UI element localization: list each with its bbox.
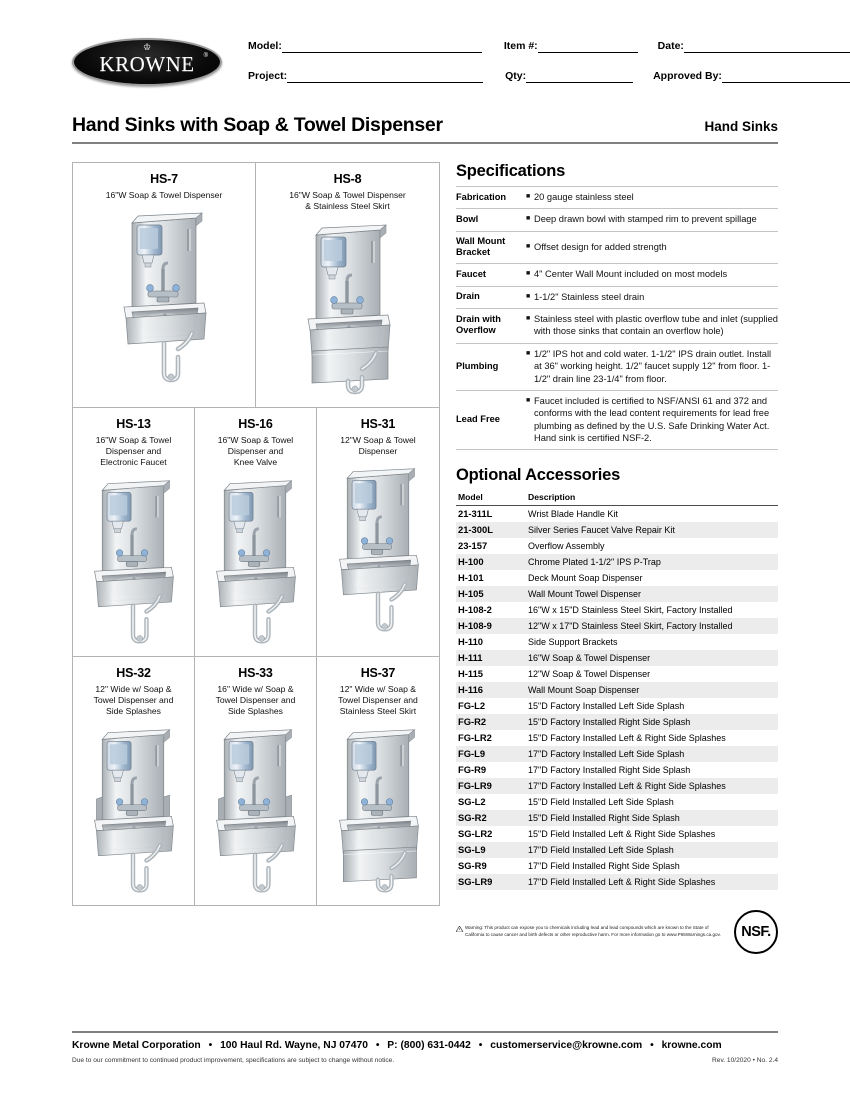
accessory-row[interactable]	[456, 826, 778, 842]
spec-row	[456, 390, 778, 449]
accessory-description: Chrome Plated 1-1/2" IPS P-Trap	[528, 554, 778, 570]
product-model: HS-31	[360, 416, 396, 431]
accessory-model: SG-LR9	[456, 874, 528, 890]
accessory-description: 15"D Field Installed Left Side Splash	[528, 797, 674, 808]
product-illustration	[201, 475, 309, 650]
accessory-description: 15"D Factory Installed Left & Right Side Splashes	[528, 733, 726, 744]
accessory-description: 17"D Factory Installed Right Side Splash	[528, 765, 691, 776]
field-date-input[interactable]	[684, 42, 850, 53]
product-image	[201, 475, 309, 650]
footer-website[interactable]: krowne.com	[661, 1040, 722, 1051]
accessory-model: FG-LR9	[456, 778, 528, 794]
spec-value: ■ 4" Center Wall Mount included on most models	[526, 269, 728, 280]
field-project[interactable]	[248, 70, 483, 83]
footer-divider	[72, 1031, 778, 1033]
footer-sep: •	[208, 1040, 213, 1051]
footer-contact-line	[72, 1040, 778, 1051]
product-grid-row-3	[73, 657, 439, 905]
prop65-warning	[456, 925, 734, 939]
product-description: 16"W Soap & Towel Dispenser & Stainless Steel Skirt	[289, 190, 406, 212]
product-model: HS-37	[360, 665, 396, 680]
accessory-model: FG-LR2	[458, 731, 492, 743]
product-illustration	[201, 724, 309, 899]
spec-row	[456, 309, 778, 344]
accessory-description: Wall Mount Towel Dispenser	[528, 586, 778, 602]
product-model: HS-13	[116, 416, 151, 431]
field-qty[interactable]	[505, 70, 633, 83]
accessory-description: 16"W x 15"D Stainless Steel Skirt, Factory Installed	[528, 605, 733, 616]
footer-phone[interactable]: P: (800) 631-0442	[387, 1040, 471, 1051]
accessory-description: 16"W Soap & Towel Dispenser	[528, 650, 778, 666]
product-cell-hs-33[interactable]	[195, 657, 317, 905]
product-image	[79, 475, 187, 650]
specifications-table	[456, 186, 778, 450]
field-project-input[interactable]	[287, 72, 483, 83]
spec-row	[456, 187, 778, 209]
accessory-row[interactable]	[456, 554, 778, 570]
bullet-icon: ■	[526, 349, 531, 357]
bullet-icon: ■	[526, 396, 531, 404]
product-cell-hs-32[interactable]	[73, 657, 195, 905]
bullet-icon: ■	[526, 215, 531, 223]
accessories-col-description: Description	[528, 490, 778, 506]
accessory-model: H-111	[456, 650, 528, 666]
accessories-header-row	[456, 490, 778, 506]
product-description: 16"W Soap & Towel Dispenser	[105, 190, 223, 200]
bullet-icon: ■	[526, 242, 531, 250]
footer-sep: •	[375, 1040, 380, 1051]
accessory-model: FG-L2	[458, 699, 486, 711]
spec-label: Bowl	[456, 213, 479, 224]
spec-row	[456, 286, 778, 308]
footer-address: 100 Haul Rd. Wayne, NJ 07470	[220, 1040, 368, 1051]
spec-label: Faucet	[456, 268, 486, 279]
product-description: 16" Wide w/ Soap & Towel Dispenser and Side Splashes	[215, 683, 296, 717]
accessory-description: Wall Mount Soap Dispenser	[528, 682, 778, 698]
accessory-row[interactable]	[456, 698, 778, 714]
footer-email[interactable]: customerservice@krowne.com	[490, 1040, 643, 1051]
product-image	[79, 724, 187, 899]
accessory-description: 17"D Field Installed Left & Right Side Splashes	[528, 874, 778, 890]
page-title: Hand Sinks with Soap & Towel Dispenser	[72, 114, 443, 136]
product-cell-hs-8[interactable]	[256, 163, 439, 407]
page-title-bar	[72, 114, 778, 144]
spec-value: ■ Offset design for added strength	[526, 241, 667, 252]
field-model-label: Model:	[248, 40, 282, 52]
accessory-description: 12"W Soap & Towel Dispenser	[528, 669, 651, 680]
warning-row	[456, 910, 778, 954]
field-item-number-label: Item #:	[503, 40, 538, 52]
accessory-row[interactable]	[456, 666, 778, 682]
form-fields	[230, 34, 850, 100]
footer-sub-line	[72, 1057, 778, 1064]
logo-text: KROWNE	[99, 52, 195, 76]
spec-value: ■ 20 gauge stainless steel	[526, 192, 634, 202]
product-illustration	[79, 724, 187, 899]
accessory-model: SG-L9	[456, 842, 528, 858]
product-grid	[72, 162, 440, 906]
spec-row	[456, 231, 778, 264]
brand-logo	[72, 34, 230, 86]
accessory-model: FG-R9	[458, 763, 487, 775]
spec-label: Lead Free	[456, 413, 500, 424]
accessory-row[interactable]	[456, 602, 778, 618]
accessory-description: 17"D Field Installed Left Side Splash	[528, 842, 778, 858]
product-illustration	[324, 463, 432, 638]
accessory-row[interactable]	[456, 842, 778, 858]
accessory-row[interactable]	[456, 794, 778, 810]
accessory-row[interactable]	[456, 762, 778, 778]
accessory-model: H-105	[456, 586, 528, 602]
product-cell-hs-7[interactable]	[73, 163, 256, 407]
product-cell-hs-16[interactable]	[195, 408, 317, 656]
field-model-input[interactable]	[282, 42, 482, 53]
bullet-icon: ■	[526, 315, 531, 323]
product-illustration	[294, 219, 402, 401]
warning-triangle-icon	[456, 925, 465, 939]
accessory-model: H-110	[458, 635, 484, 647]
product-model: HS-33	[238, 665, 273, 680]
product-illustration	[110, 207, 218, 389]
accessories-col-model: Model	[456, 490, 528, 506]
product-model: HS-32	[116, 665, 151, 680]
form-row-2	[248, 70, 850, 83]
product-description: 16"W Soap & Towel Dispenser and Electronic Faucet	[95, 434, 172, 468]
accessory-model: H-116	[456, 682, 528, 698]
field-approved-by-input[interactable]	[722, 72, 850, 83]
spec-value: ■ Stainless steel with plastic overflow tube and inlet (supplied with those sinks that contain an overflow hole)	[526, 314, 778, 337]
accessory-model: H-108-2	[458, 603, 492, 615]
product-description: 16"W Soap & Towel Dispenser and Knee Valve	[217, 434, 294, 468]
form-row-1	[248, 40, 850, 53]
accessory-model: FG-L9	[456, 746, 528, 762]
bullet-icon: ■	[526, 193, 531, 200]
spec-value: ■ 1-1/2" Stainless steel drain	[526, 291, 645, 302]
accessory-description: 17"D Factory Installed Left Side Splash	[528, 746, 778, 762]
product-description: 12" Wide w/ Soap & Towel Dispenser and Stainless Steel Skirt	[338, 683, 418, 717]
accessory-row[interactable]	[456, 714, 778, 730]
product-illustration	[79, 475, 187, 650]
accessory-description: Deck Mount Soap Dispenser	[528, 573, 643, 584]
accessory-model: 21-311L	[458, 507, 493, 519]
spec-label: Drain	[456, 291, 480, 302]
accessory-description: Silver Series Faucet Valve Repair Kit	[528, 522, 778, 538]
spec-row	[456, 209, 778, 231]
field-qty-label: Qty:	[505, 70, 527, 82]
accessory-row[interactable]	[456, 618, 778, 634]
footer-sep: •	[650, 1040, 654, 1051]
spec-value: ■ Faucet included is certified to NSF/ANSI 61 and 372 and conforms with the lead content requirements for lead free plumbing as defined by the U.S. Safe Drinking Water Act. Hand sink is certified NSF-2.	[526, 395, 770, 443]
crown-icon: ♔	[142, 42, 152, 52]
field-item-number[interactable]	[504, 40, 638, 53]
accessory-row[interactable]	[456, 730, 778, 746]
accessory-model: FG-R2	[456, 714, 528, 730]
product-description: 12" Wide w/ Soap & Towel Dispenser and Side Splashes	[93, 683, 174, 717]
accessory-row[interactable]	[456, 586, 778, 602]
accessories-section	[456, 466, 778, 890]
footer-sep: •	[478, 1040, 483, 1051]
accessory-description: 12"W x 17"D Stainless Steel Skirt, Factory Installed	[528, 618, 778, 634]
product-image	[201, 724, 309, 899]
accessory-description: Wrist Blade Handle Kit	[528, 509, 618, 520]
field-item-number-input[interactable]	[538, 42, 638, 53]
spec-label: Fabrication	[456, 191, 507, 202]
spec-label: Drain with Overflow	[456, 314, 501, 336]
page-category: Hand Sinks	[704, 119, 778, 134]
accessory-model: H-108-9	[456, 618, 528, 634]
field-qty-input[interactable]	[526, 72, 633, 83]
spec-row	[456, 264, 778, 286]
logo-oval	[72, 38, 222, 86]
footer-revision: Rev. 10/2020 • No. 2.4	[712, 1057, 778, 1064]
accessory-description: 15"D Factory Installed Right Side Splash	[528, 714, 778, 730]
nsf-badge-text: NSF.	[741, 924, 771, 941]
product-model: HS-16	[238, 416, 273, 431]
product-cell-hs-37[interactable]	[317, 657, 439, 905]
field-date-label: Date:	[657, 40, 684, 52]
accessory-description: Side Support Brackets	[528, 637, 618, 648]
accessory-description: 15"D Field Installed Left & Right Side Splashes	[528, 829, 716, 840]
accessory-description: Overflow Assembly	[528, 541, 605, 552]
accessory-row[interactable]	[456, 570, 778, 586]
field-date[interactable]	[658, 40, 850, 53]
page-footer	[72, 1031, 778, 1064]
accessory-description: 15"D Field Installed Right Side Splash	[528, 810, 778, 826]
spec-row	[456, 343, 778, 390]
spec-label: Plumbing	[456, 360, 499, 371]
accessory-row[interactable]	[456, 634, 778, 650]
accessory-row[interactable]	[456, 538, 778, 554]
accessory-model: SG-L2	[458, 795, 486, 807]
field-project-label: Project:	[248, 70, 288, 82]
accessory-description: 17"D Field Installed Right Side Splash	[528, 861, 680, 872]
footer-company: Krowne Metal Corporation	[72, 1040, 201, 1051]
spec-value: ■ 1/2" IPS hot and cold water. 1-1/2" IPS drain outlet. Install at 36" working height. 1/2" faucet supply 12" from floor. 1-1/2" drain line 23-1/4" from floor.	[526, 348, 772, 384]
accessory-row[interactable]	[456, 858, 778, 874]
product-grid-row-1	[73, 163, 439, 408]
product-grid-row-2	[73, 408, 439, 657]
product-cell-hs-31[interactable]	[317, 408, 439, 656]
accessory-row[interactable]	[456, 778, 778, 794]
spec-value: ■ Deep drawn bowl with stamped rim to prevent spillage	[526, 214, 757, 225]
accessories-heading: Optional Accessories	[456, 466, 621, 485]
bullet-icon: ■	[526, 292, 531, 300]
product-cell-hs-13[interactable]	[73, 408, 195, 656]
specifications-heading: Specifications	[456, 162, 566, 180]
field-approved-by[interactable]	[653, 70, 850, 83]
accessories-table	[456, 490, 778, 890]
spec-label: Wall Mount Bracket	[456, 235, 506, 258]
accessory-description: 15"D Factory Installed Left Side Splash	[528, 701, 685, 712]
accessory-model: H-115	[458, 667, 484, 679]
specifications-column	[456, 162, 778, 954]
page-header	[0, 0, 850, 100]
accessory-model: 23-157	[458, 539, 488, 551]
accessory-row[interactable]	[456, 522, 778, 538]
accessory-model: 21-300L	[456, 522, 528, 538]
product-image	[324, 724, 432, 899]
product-image	[110, 207, 218, 389]
product-model: HS-8	[333, 172, 362, 186]
accessory-model: SG-R9	[458, 859, 487, 871]
product-model: HS-7	[150, 172, 178, 186]
field-model[interactable]	[248, 40, 482, 53]
product-image	[294, 219, 402, 401]
accessory-row[interactable]	[456, 650, 778, 666]
accessory-row[interactable]	[456, 810, 778, 826]
registered-mark: ®	[203, 53, 208, 59]
product-illustration	[324, 724, 432, 899]
product-description: 12"W Soap & Towel Dispenser	[340, 434, 416, 457]
product-grid-column	[72, 162, 440, 954]
nsf-certification-icon	[734, 910, 778, 954]
product-image	[324, 463, 432, 638]
accessory-row[interactable]	[456, 506, 778, 523]
accessory-model: H-101	[458, 571, 484, 583]
accessory-row[interactable]	[456, 874, 778, 890]
accessory-model: SG-R2	[456, 810, 528, 826]
field-approved-by-label: Approved By:	[653, 70, 722, 82]
accessory-row[interactable]	[456, 746, 778, 762]
bullet-icon: ■	[526, 270, 531, 278]
page-body	[0, 144, 850, 954]
accessory-model: SG-LR2	[458, 827, 493, 839]
accessory-row[interactable]	[456, 682, 778, 698]
footer-disclaimer: Due to our commitment to continued product improvement, specifications are subject to change without notice.	[72, 1057, 395, 1064]
prop65-warning-text: Warning: This product can expose you to chemicals including lead and lead compounds which are known to the State of California to cause cancer and birth defects or other reproductive harm. For more information go to www.P65Warnings.ca.gov.	[465, 925, 721, 938]
accessory-model: H-100	[456, 554, 528, 570]
accessory-description: 17"D Factory Installed Left & Right Side Splashes	[528, 778, 778, 794]
